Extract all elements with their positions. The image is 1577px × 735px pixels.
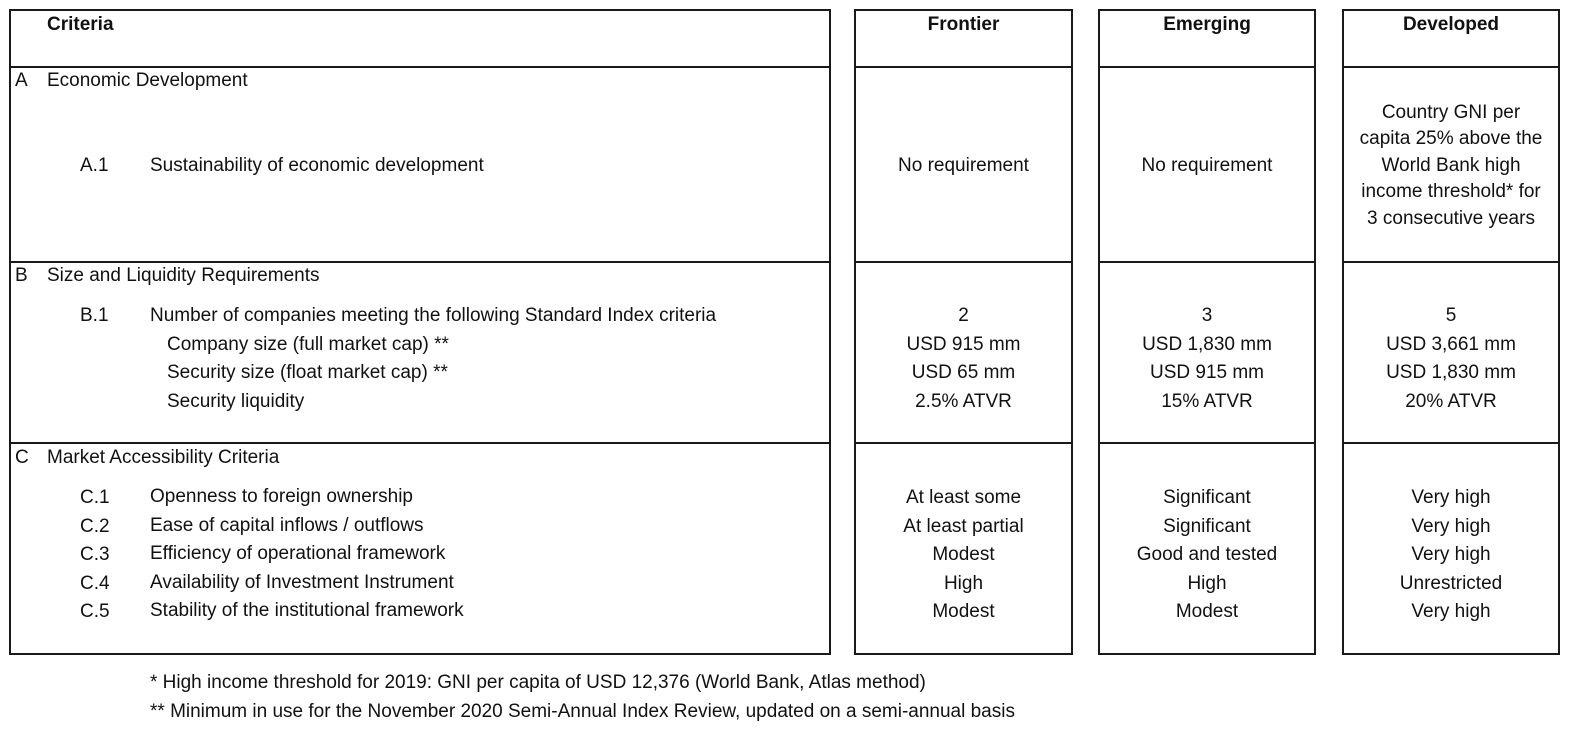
b1-developed-values	[1342, 305, 1560, 419]
c-codes	[72, 487, 122, 630]
b1-emerging-value: 3	[1201, 305, 1213, 326]
c-frontier-value: Modest	[932, 601, 995, 622]
b1-emerging-value: USD 915 mm	[1149, 362, 1265, 383]
header-frontier: Frontier	[927, 14, 1000, 35]
a1-emerging: No requirement	[1141, 155, 1273, 176]
c-emerging-value: Modest	[1175, 601, 1239, 622]
c-labels	[150, 486, 750, 629]
c-emerging-value: Significant	[1163, 487, 1251, 508]
section-divider-a-developed	[1342, 261, 1560, 263]
footnote-high-income: * High income threshold for 2019: GNI per capita of USD 12,376 (World Bank, Atlas method)	[150, 672, 926, 693]
c-frontier-value: Modest	[932, 544, 995, 565]
b1-frontier-value: USD 915 mm	[906, 333, 1021, 355]
c-frontier-value: At least some	[905, 487, 1022, 508]
b1-label-security-size: Security size (float market cap) **	[167, 362, 448, 383]
header-divider-criteria	[9, 66, 831, 68]
c-developed-value: Very high	[1411, 515, 1491, 537]
b1-frontier-value: 2.5% ATVR	[915, 390, 1012, 412]
c-code: C.1	[80, 487, 110, 508]
c-emerging-value: Good and tested	[1136, 544, 1278, 565]
section-c-letter: C	[15, 447, 29, 468]
c-emerging-value: Significant	[1163, 515, 1251, 537]
a1-developed-line: Country GNI per	[1381, 101, 1521, 123]
header-divider-emerging	[1098, 66, 1316, 68]
a1-developed-line: capita 25% above the	[1359, 128, 1543, 150]
section-divider-b-criteria	[9, 442, 831, 444]
section-divider-b-emerging	[1098, 442, 1316, 444]
b1-developed-value: 20% ATVR	[1405, 390, 1497, 412]
section-divider-a-criteria	[9, 261, 831, 263]
b1-frontier-value: USD 65 mm	[911, 362, 1016, 383]
c-label: Stability of the institutional framework	[150, 600, 464, 621]
a1-developed-line: income threshold* for	[1361, 181, 1541, 203]
b1-developed-value: USD 3,661 mm	[1386, 333, 1516, 355]
section-divider-a-frontier	[854, 261, 1073, 263]
header-emerging: Emerging	[1163, 14, 1251, 35]
b1-label-company-size: Company size (full market cap) **	[167, 334, 449, 355]
c-developed-value: Very high	[1411, 544, 1491, 565]
c-developed-values	[1342, 487, 1560, 630]
b1-emerging-value: USD 1,830 mm	[1142, 333, 1272, 355]
c-developed-value: Very high	[1411, 487, 1491, 508]
c-frontier-value: At least partial	[903, 515, 1024, 537]
section-a-title: Economic Development	[47, 70, 248, 91]
a1-developed	[1342, 102, 1560, 234]
c-emerging-values	[1098, 487, 1316, 630]
section-a-letter: A	[15, 70, 28, 91]
c-frontier-values	[854, 487, 1073, 630]
c-code: C.2	[80, 515, 110, 537]
section-divider-b-frontier	[854, 442, 1073, 444]
b1-developed-value: USD 1,830 mm	[1386, 362, 1516, 383]
b1-emerging-value: 15% ATVR	[1161, 390, 1253, 412]
section-divider-b-developed	[1342, 442, 1560, 444]
b1-emerging-values	[1098, 305, 1316, 419]
c-code: C.5	[80, 601, 110, 622]
c-label: Availability of Investment Instrument	[150, 571, 454, 593]
c-code: C.3	[80, 544, 110, 565]
c-frontier-value: High	[943, 572, 984, 594]
b1-code: B.1	[80, 305, 109, 326]
a1-code: A.1	[80, 155, 109, 176]
a1-label: Sustainability of economic development	[150, 155, 484, 176]
c-developed-value: Very high	[1411, 601, 1491, 622]
header-divider-developed	[1342, 66, 1560, 68]
section-c-title: Market Accessibility Criteria	[47, 447, 280, 468]
footnote-minimum-in-use: ** Minimum in use for the November 2020 Semi-Annual Index Review, updated on a semi-annual basis	[150, 701, 1015, 722]
c-label: Ease of capital inflows / outflows	[150, 514, 424, 536]
c-code: C.4	[80, 572, 110, 594]
c-label: Openness to foreign ownership	[150, 486, 413, 507]
a1-developed-line: World Bank high	[1381, 154, 1521, 176]
c-label: Efficiency of operational framework	[150, 543, 446, 564]
header-divider-frontier	[854, 66, 1073, 68]
b1-frontier-values	[854, 305, 1073, 419]
header-developed: Developed	[1402, 14, 1500, 35]
b1-label-main: Number of companies meeting the following Standard Index criteria	[150, 305, 717, 326]
c-emerging-value: High	[1187, 572, 1227, 594]
a1-frontier: No requirement	[898, 155, 1029, 176]
section-divider-a-emerging	[1098, 261, 1316, 263]
header-criteria: Criteria	[47, 14, 114, 35]
a1-developed-line: 3 consecutive years	[1367, 207, 1535, 229]
section-b-title: Size and Liquidity Requirements	[47, 265, 320, 286]
section-b-letter: B	[15, 265, 28, 286]
b1-developed-value: 5	[1445, 305, 1457, 326]
c-developed-value: Unrestricted	[1399, 572, 1503, 594]
b1-frontier-value: 2	[958, 305, 969, 326]
b1-label-security-liquidity: Security liquidity	[167, 391, 305, 412]
